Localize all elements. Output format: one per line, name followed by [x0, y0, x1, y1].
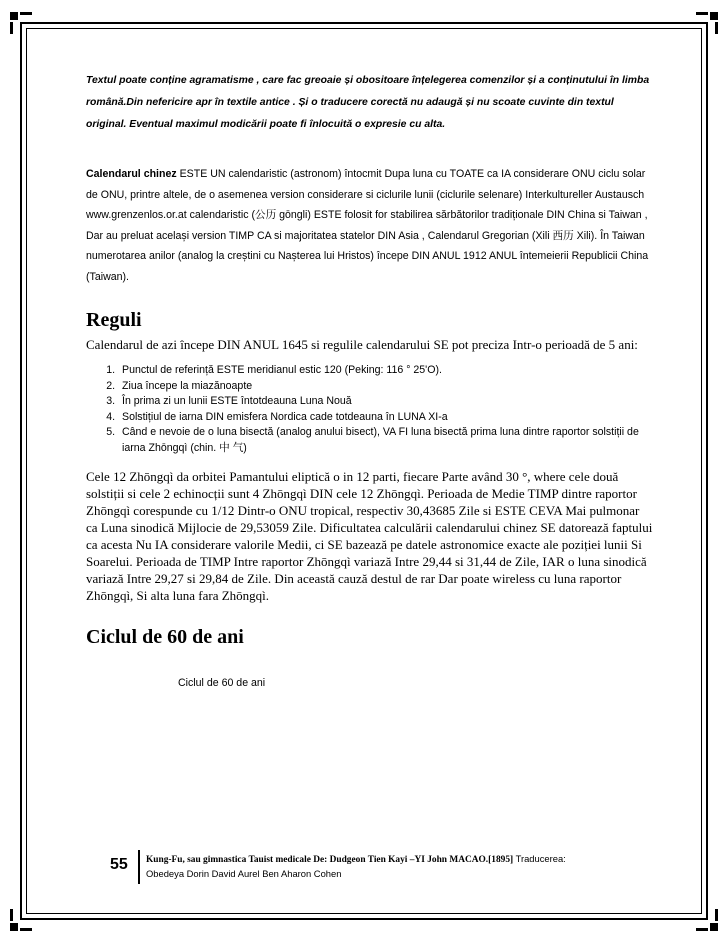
rules-list	[86, 363, 654, 456]
translation-disclaimer: Textul poate conține agramatisme , care fac greoaie și obositoare înțelegerea comenzilor și a conținutului în limba română.Din nefericire apr în textile antice . Și o traducere corectă nu adaugă și nu scoate cuvinte din textul original. Eventual maximul modicării poate fi înlocuită o expresie cu alta.	[86, 75, 650, 130]
reguli-body: Cele 12 Zhōngqì da orbitei Pamantului eliptică o in 12 parti, fiecare Parte având 30 °, where cele două solstiții si cele 2 echinocții sunt 4 Zhōngqì DIN cele 12 Zhōngqì. Perioada de Medie TIMP dintre raportor Zhōngqì corespunde cu 1/12 Dintr-o ONU tropical, respectiv 30,43685 Zile si ESTE CEVA Mai pulmonar ca Luna sinodică Mijlocie de 29,53059 Zile. Dificultatea calculării calendarului chinez SE datorează faptului ca acesta Nu IA considerare valorile Medii, ci SE bazează pe datele astronomice exacte ale poziției lunii Si Soarelui. Perioada de TIMP Intre raportor Zhōngqì variază Intre 29,44 si 31,44 de Zile, IAR o luna sinodică variază Intre 29,27 si 29,84 de Zile. Din această cauză destul de rar Dar poate wireless cu luna raportor Zhōngqì, Si alta luna fara Zhōngqì.	[86, 469, 653, 603]
footer-text	[146, 852, 656, 881]
intro-lead: Calendarul chinez	[86, 168, 177, 180]
rule-item: 2. Ziua începe la miazănoapte	[118, 379, 654, 395]
page-footer	[90, 848, 656, 888]
corner-ornament-top-right	[696, 12, 718, 34]
footer-divider	[138, 850, 140, 884]
corner-ornament-bottom-right	[696, 909, 718, 931]
reguli-lead: Calendarul de azi începe DIN ANUL 1645 si regulile calendarului SE pot preciza Intr-o perioadă de 5 ani:	[86, 337, 638, 352]
section-heading-reguli: Reguli	[86, 309, 142, 331]
page-number: 55	[110, 856, 128, 873]
rule-item: 4. Solstițiul de iarna DIN emisfera Nordica cade totdeauna în LUNA XI-a	[118, 410, 654, 426]
section-heading-ciclul: Ciclul de 60 de ani	[86, 626, 244, 648]
rule-item: 3. În prima zi un lunii ESTE întotdeauna Luna Nouă	[118, 394, 654, 410]
intro-text: ESTE UN calendaristic (astronom) întocmit Dupa luna cu TOATE ca IA considerare ONU ciclu solar de ONU, printre altele, de o asemenea version considerare si ciclurile lunii (ciclurile selenare) Interkultureller Austausch www.grenzenlos.or.at calendaristic (公历 gōngli) ESTE folosit for stabilirea sărbătorilor tradiționale DIN China si Taiwan , Dar au preluat același version TIMP CA si majoritatea statelor DIN Asia , Calendarul Gregorian (Xili 西历 Xili). În Taiwan numerotarea anilor (analog la creștini cu Nașterea lui Hristos) începe DIN ANUL 1912 ANUL întemeierii Republicii China (Taiwan).	[86, 168, 649, 283]
page-content	[86, 70, 654, 689]
corner-ornament-bottom-left	[10, 909, 32, 931]
ciclul-caption: Ciclul de 60 de ani	[178, 677, 266, 689]
corner-ornament-top-left	[10, 12, 32, 34]
footer-book-title: Kung-Fu, sau gimnastica Tauist medicale De: Dudgeon Tien Kayi –YI John MACAO.[1895]	[146, 855, 514, 865]
rule-item: 1. Punctul de referință ESTE meridianul estic 120 (Peking: 116 ° 25'O).	[118, 363, 654, 379]
intro-paragraph	[86, 164, 654, 287]
footer-translator-name: Obedeya Dorin David Aurel Ben Aharon Cohen	[146, 868, 342, 879]
rule-item: 5. Când e nevoie de o luna bisectă (analog anului bisect), VA FI luna bisectă prima luna dintre raportor solstiții de iarna Zhōngqì (chin. 中 气)	[118, 425, 654, 456]
footer-translator-label: Traducerea:	[513, 853, 566, 864]
